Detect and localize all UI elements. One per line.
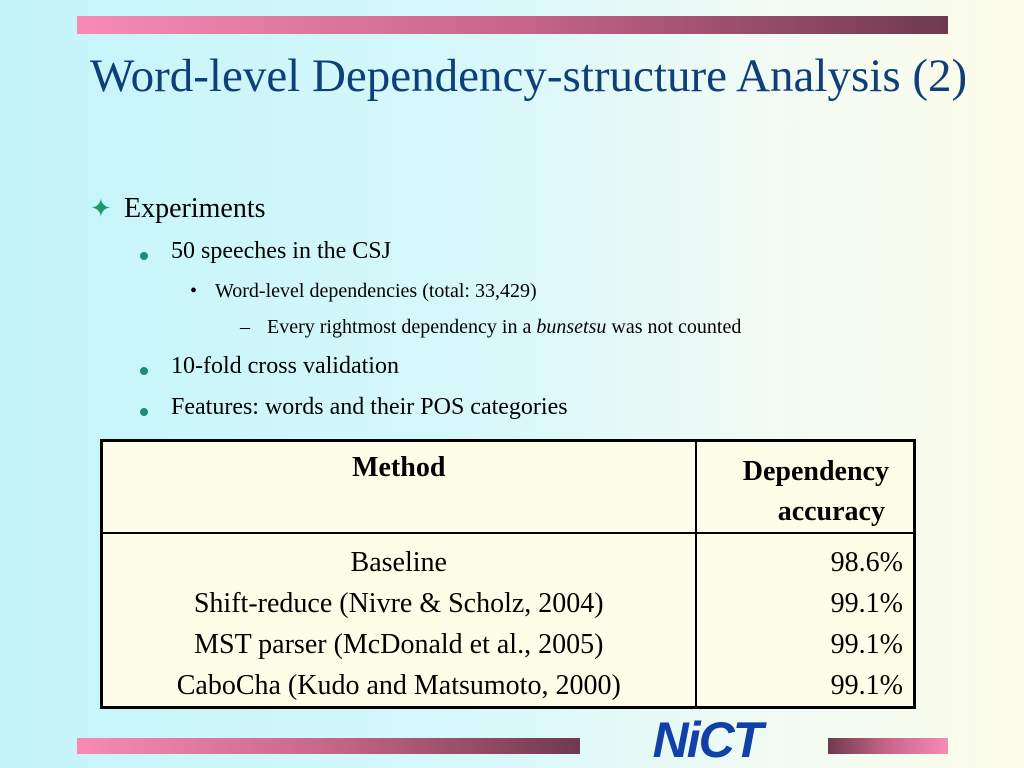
results-table: [100, 439, 916, 709]
slide-title: Word-level Dependency-structure Analysis (2): [90, 50, 968, 102]
svg-text:NiCT: NiCT: [652, 715, 762, 765]
table-header-row: [102, 441, 915, 534]
table-row: Baseline: [350, 547, 447, 578]
nict-logo: [622, 715, 792, 765]
table-row: CaboCha (Kudo and Matsumoto, 2000): [176, 670, 621, 701]
top-decorative-bar: [77, 16, 948, 34]
dot-bullet-icon: [140, 408, 148, 416]
bullet-word-level: Word-level dependencies (total: 33,429): [215, 280, 537, 302]
term-bunsetsu: bunsetsu: [536, 316, 607, 338]
accuracy-cell: [696, 533, 915, 708]
small-bullet-icon: •: [190, 280, 198, 302]
dot-bullet-icon: [140, 367, 148, 375]
bottom-left-decorative-bar: [77, 738, 580, 754]
accuracy-value: 99.1%: [830, 670, 903, 701]
star-bullet-icon: ✦: [90, 194, 112, 223]
table-body-row: [102, 533, 915, 708]
bullet-csj: 50 speeches in the CSJ: [171, 238, 391, 264]
table-row: MST parser (McDonald et al., 2005): [194, 629, 604, 660]
method-cell: [102, 533, 696, 708]
bullet-rightmost: Every rightmost dependency in a bunsetsu was not counted: [267, 316, 742, 338]
method-header: Method: [102, 441, 696, 534]
table-row: Shift-reduce (Nivre & Scholz, 2004): [193, 588, 604, 619]
accuracy-header: Dependency accuracy: [696, 441, 915, 534]
bottom-right-decorative-bar: [828, 738, 948, 754]
accuracy-value: 99.1%: [830, 629, 903, 660]
dash-bullet-icon: –: [240, 316, 250, 338]
accuracy-value: 98.6%: [830, 547, 903, 578]
bullet-experiments: Experiments: [124, 193, 266, 224]
dot-bullet-icon: [140, 252, 148, 260]
bullet-cross-validation: 10-fold cross validation: [171, 353, 399, 379]
accuracy-value: 99.1%: [830, 588, 903, 619]
bullet-features: Features: words and their POS categories: [171, 394, 568, 420]
